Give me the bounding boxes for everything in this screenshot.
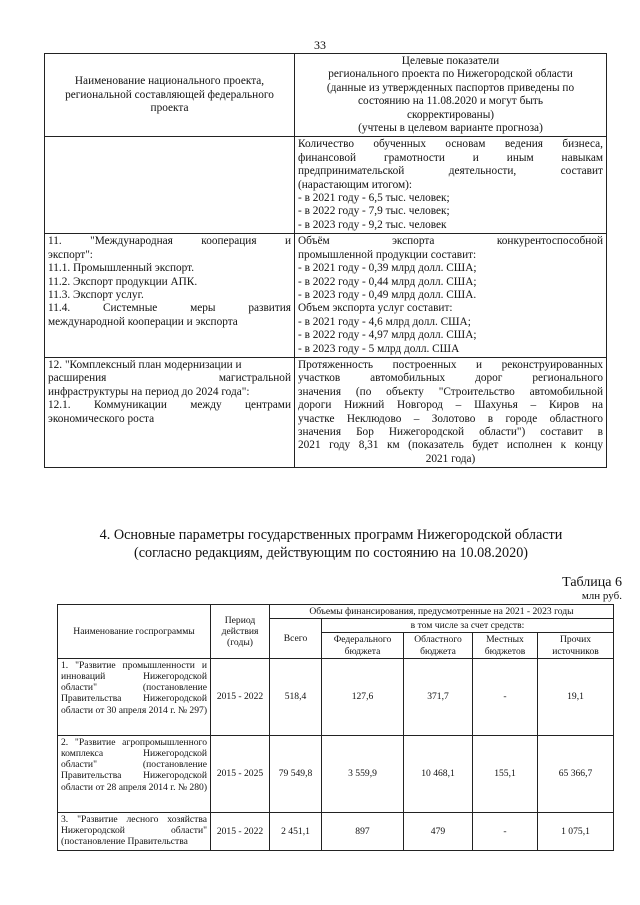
cell-line: - в 2021 году - 4,6 млрд долл. США; bbox=[298, 315, 471, 328]
table-row bbox=[58, 812, 614, 850]
cell-line: Объем экспорта услуг составит: bbox=[298, 302, 453, 315]
cell-line: предпринимательской деятельности, составит bbox=[298, 165, 603, 178]
table1-cell-indicators bbox=[295, 357, 607, 467]
cell-line: 2021 года) bbox=[425, 452, 476, 465]
header-line: состоянию на 11.08.2020 и могут быть bbox=[358, 95, 543, 108]
cell-line: экспорт": bbox=[48, 248, 93, 261]
page-number: 33 bbox=[314, 38, 326, 52]
cell-line: - в 2022 году - 4,97 млрд долл. США; bbox=[298, 329, 477, 342]
program-period: 2015 - 2022 bbox=[211, 658, 270, 735]
table2-header-row bbox=[58, 605, 614, 619]
table1-header-row bbox=[45, 54, 607, 137]
cell-line: Количество обученных основам ведения бизнеса, bbox=[298, 138, 603, 151]
program-name: 2. "Развитие агропромышленного комплекса Нижегородской области" (постановление Правительства Нижегородской области от 28 апреля 2014 г. № 280) bbox=[58, 735, 211, 812]
table1-header-indicators bbox=[295, 54, 607, 137]
table1-cell-project bbox=[45, 357, 295, 467]
header-total: Всего bbox=[270, 619, 322, 659]
value-federal: 127,6 bbox=[322, 658, 404, 735]
header-regional: Областного бюджета bbox=[404, 633, 473, 658]
header-line: (данные из утвержденных паспортов приведены по bbox=[326, 81, 575, 94]
cell-line: 11. "Международная кооперация и bbox=[48, 235, 291, 248]
cell-line: - в 2023 году - 5 млрд долл. США bbox=[298, 342, 460, 355]
value-total: 2 451,1 bbox=[270, 812, 322, 850]
cell-line: 11.2. Экспорт продукции АПК. bbox=[48, 275, 198, 288]
header-period: Период действия (годы) bbox=[211, 605, 270, 659]
table-row bbox=[45, 137, 607, 234]
program-period: 2015 - 2025 bbox=[211, 735, 270, 812]
header-program-name: Наименование госпрограммы bbox=[58, 605, 211, 659]
value-federal: 897 bbox=[322, 812, 404, 850]
cell-line: 12. "Комплексный план модернизации и bbox=[48, 358, 242, 371]
value-other: 65 366,7 bbox=[538, 735, 614, 812]
table1-cell-project bbox=[45, 234, 295, 358]
header-including: в том числе за счет средств: bbox=[322, 619, 614, 633]
cell-line: участке Неклюдово – Золотово в городе областного bbox=[298, 412, 603, 425]
value-other: 1 075,1 bbox=[538, 812, 614, 850]
cell-line: международной кооперации и экспорта bbox=[48, 315, 238, 328]
value-regional: 371,7 bbox=[404, 658, 473, 735]
section-title: 4. Основные параметры государственных программ Нижегородской области bbox=[99, 527, 563, 543]
header-line: (учтены в целевом варианте прогноза) bbox=[358, 122, 543, 135]
table1-header-project: Наименование национального проекта, региональной составляющей федерального проекта bbox=[45, 54, 295, 137]
cell-line: финансовой грамотности и иным навыкам bbox=[298, 151, 603, 164]
cell-line: промышленной продукции составит: bbox=[298, 248, 477, 261]
cell-line: 11.3. Экспорт услуг. bbox=[48, 288, 144, 301]
cell-line: значения (по объекту "Строительство автомобильной bbox=[298, 385, 603, 398]
national-projects-table bbox=[44, 53, 607, 468]
value-federal: 3 559,9 bbox=[322, 735, 404, 812]
table-row bbox=[45, 234, 607, 358]
value-local: - bbox=[473, 658, 538, 735]
table-label: Таблица 6 bbox=[562, 575, 622, 590]
cell-line: - в 2023 году - 0,49 млрд долл. США. bbox=[298, 288, 477, 301]
cell-line: Объём экспорта конкурентоспособной bbox=[298, 235, 603, 248]
cell-line: 12.1. Коммуникации между центрами bbox=[48, 399, 291, 412]
value-local: - bbox=[473, 812, 538, 850]
header-federal: Федерального бюджета bbox=[322, 633, 404, 658]
cell-line: 11.1. Промышленный экспорт. bbox=[48, 262, 195, 275]
table-row bbox=[58, 658, 614, 735]
value-regional: 10 468,1 bbox=[404, 735, 473, 812]
cell-line: - в 2021 году - 0,39 млрд долл. США; bbox=[298, 262, 477, 275]
cell-line: - в 2021 году - 6,5 тыс. человек; bbox=[298, 192, 450, 205]
header-line: Целевые показатели bbox=[401, 55, 500, 67]
value-total: 79 549,8 bbox=[270, 735, 322, 812]
section-subtitle: (согласно редакциям, действующим по состоянию на 10.08.2020) bbox=[133, 545, 529, 561]
cell-line: участков автомобильных дорог регионального bbox=[298, 372, 603, 385]
program-name: 1. "Развитие промышленности и инноваций Нижегородской области" (постановление Правительства Нижегородской области от 30 апреля 2014 г. № 297) bbox=[58, 658, 211, 735]
cell-line: - в 2022 году - 7,9 тыс. человек; bbox=[298, 205, 450, 218]
cell-line: 2021 году 8,31 км (показатель будет исполнен к концу bbox=[298, 439, 603, 452]
cell-line: (нарастающим итогом): bbox=[298, 178, 413, 191]
table-row bbox=[45, 357, 607, 467]
cell-line: 11.4. Системные меры развития bbox=[48, 302, 291, 315]
header-line: скорректированы) bbox=[406, 108, 495, 121]
table1-cell-project bbox=[45, 137, 295, 234]
state-programs-table bbox=[57, 604, 614, 851]
program-period: 2015 - 2022 bbox=[211, 812, 270, 850]
value-local: 155,1 bbox=[473, 735, 538, 812]
program-name: 3. "Развитие лесного хозяйства Нижегородской области" (постановление Правительства bbox=[58, 812, 211, 850]
section-heading bbox=[40, 526, 622, 562]
cell-line: экономического роста bbox=[48, 412, 155, 425]
value-regional: 479 bbox=[404, 812, 473, 850]
cell-line: расширения магистральной bbox=[48, 372, 291, 385]
header-line: регионального проекта по Нижегородской области bbox=[328, 68, 573, 81]
cell-line: значения Бор Нижегородской области") составит в bbox=[298, 425, 603, 438]
cell-line: инфраструктуры на период до 2024 года": bbox=[48, 385, 250, 398]
header-local: Местных бюджетов bbox=[473, 633, 538, 658]
table1-cell-indicators bbox=[295, 234, 607, 358]
header-other: Прочих источников bbox=[538, 633, 614, 658]
cell-line: дороги Нижний Новгород – Шахунья – Киров на bbox=[298, 399, 603, 412]
cell-line: Протяженность построенных и реконструированных bbox=[298, 358, 603, 371]
header-funding: Объемы финансирования, предусмотренные на 2021 - 2023 годы bbox=[270, 605, 614, 619]
units-label: млн руб. bbox=[581, 590, 622, 602]
value-total: 518,4 bbox=[270, 658, 322, 735]
table1-cell-indicators bbox=[295, 137, 607, 234]
table-row bbox=[58, 735, 614, 812]
value-other: 19,1 bbox=[538, 658, 614, 735]
cell-line: - в 2023 году - 9,2 тыс. человек bbox=[298, 218, 447, 231]
table-caption bbox=[562, 575, 622, 602]
cell-line: - в 2022 году - 0,44 млрд долл. США; bbox=[298, 275, 477, 288]
